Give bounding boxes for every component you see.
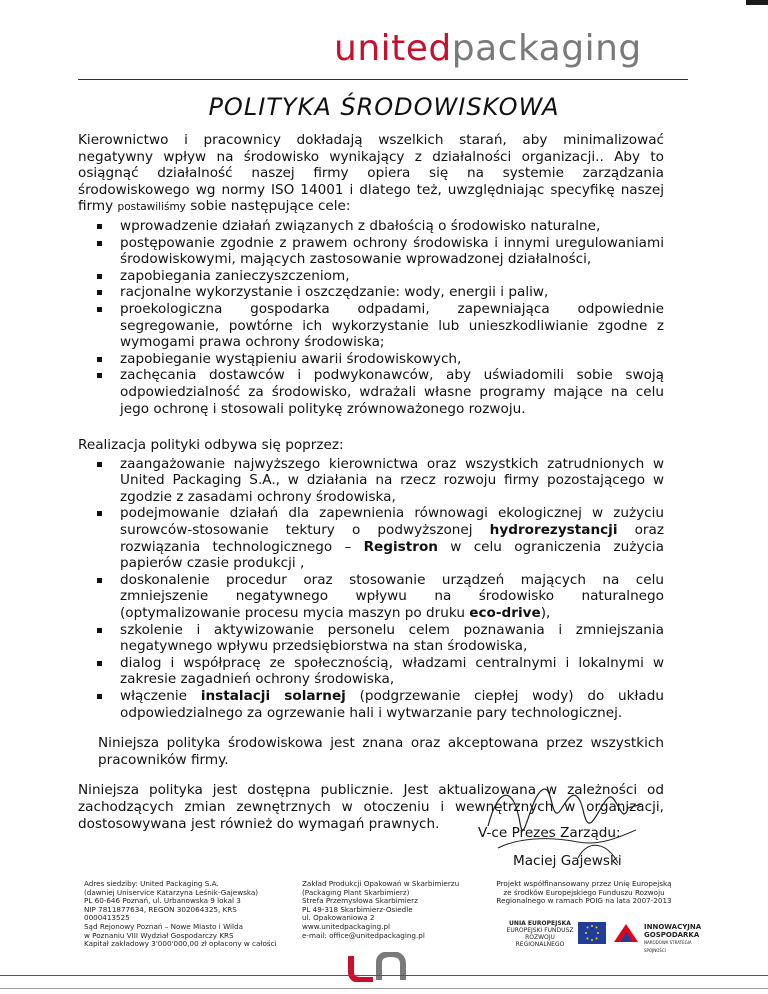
footer-project: Projekt współfinansowany przez Unię Europejską ze środków Europejskiego Funduszu Rozwoju Regionalnego w ramach POIG na lata 2007-2013 — [496, 879, 672, 906]
intro-tail: sobie następujące cele: — [185, 198, 351, 215]
eu-flag-icon — [578, 922, 606, 944]
realization-item: szkolenie i aktywizowanie personelu celem poznawania i zmniejszania negatywnego wpływu przedsiębiorstwa na stan środowiska, — [78, 622, 664, 655]
goal-item: postępowanie zgodnie z prawem ochrony środowiska i innymi uregulowaniami środowiskowymi, mających zastosowanie wprowadzonej działalności, — [78, 235, 664, 268]
innovative-economy-icon — [612, 922, 640, 944]
realization-list — [78, 456, 664, 722]
intro-text: Kierownictwo i pracownicy dokładają wszelkich starań, aby minimalizować negatywny wpływ na środowisko wynikający z działalności organizacji.. Aby to osiągnąć działalność naszej firmy opiera się na systemie zarządzania środowiskowego wg normy ISO 14001 i dlatego też, uwzględniając specyfikę naszej firmy — [78, 132, 664, 215]
realization-item: podejmowanie działań dla zapewnienia równowagi ekologicznej w zużyciu surowców-stosowanie tektury o podwyższonej hydrorezystancji oraz rozwiązania technologicznego – Registron w celu ograniczenia zużycia papierów czasie produkcji , — [78, 505, 664, 571]
header-rule — [78, 79, 688, 80]
footer-address: Adres siedziby: United Packaging S.A. (dawniej Uniservice Katarzyna Leśnik-Gajewska) PL 60-646 Poznań, ul. Urbanowska 9 lokal 3 NIP 7811877634, REGON 302064325, KRS 0000413525 Sąd Rejonowy Poznań – Nowe Miasto i Wilda w Poznaniu VIII Wydział Gospodarczy KRS Kapitał zakładowy 3'000'000,00 zł opłacony w całości — [84, 879, 277, 949]
innovative-economy-text: INNOWACYJNA GOSPODARKA NARODOWA STRATEGIA SPÓJNOŚCI — [644, 923, 702, 953]
signature-role: V-ce Prezes Zarządu: — [478, 825, 621, 841]
goal-item: wprowadzenie działań związanych z dbałością o środowisko naturalne, — [78, 218, 664, 235]
goal-item: zapobieganie wystąpieniu awarii środowiskowych, — [78, 351, 664, 368]
document-body — [78, 132, 664, 832]
footer-rule — [0, 975, 768, 976]
realization-item: dialog i współpracę ze społecznością, władzami centralnymi i lokalnymi w zakresie zagadnień ochrony środowiska, — [78, 655, 664, 688]
realization-item: włączenie instalacji solarnej (podgrzewanie ciepłej wody) do układu odpowiedzialnego za ogrzewanie hali i wytwarzanie pary technologicznej. — [78, 688, 664, 721]
footer-rule-bottom — [0, 988, 768, 989]
accepted-paragraph: Niniejsza polityka środowiskowa jest znana oraz akceptowana przez wszystkich pracowników firmy. — [98, 735, 664, 768]
document-title: POLITYKA ŚRODOWISKOWA — [208, 93, 560, 121]
goals-list — [78, 218, 664, 417]
footer-plant: Zakład Produkcji Opakowań w Skarbimierzu (Packaging Plant Skarbimierz) Strefa Przemysłowa Skarbimierz PL 49-318 Skarbimierz-Osiedle ul. Opakowaniowa 2 www.unitedpackaging.pl e-mail: office@unitedpackaging.pl — [302, 879, 460, 940]
goal-item: racjonalne wykorzystanie i oszczędzanie: wody, energii i paliw, — [78, 284, 664, 301]
goal-item: zapobiegania zanieczyszczeniom, — [78, 268, 664, 285]
public-paragraph: Niniejsza polityka jest dostępna publicznie. Jest aktualizowana w zależności od zachodzących zmian zewnętrznych w otoczeniu i wewnętrznych w organizacji, dostosowywana jest również do wymagań prawnych. — [78, 782, 664, 832]
signature-name: Maciej Gajewski — [513, 853, 622, 869]
intro-small: postawiliśmy — [117, 201, 186, 214]
goal-item: proekologiczna gospodarka odpadami, zapewniająca odpowiednie segregowanie, powtórne ich wykorzystanie lub unieszkodliwianie zgodne z wymogami prawa ochrony środowiska; — [78, 301, 664, 351]
logo-packaging: packaging — [451, 28, 642, 69]
company-logo — [334, 28, 642, 69]
brand-mark-icon — [345, 952, 415, 982]
logo-united: united — [334, 28, 452, 69]
realization-item: doskonalenie procedur oraz stosowanie urządzeń mających na celu zmniejszenie negatywnego wpływu na środowisko naturalnego (optymalizowanie procesu mycia maszyn po druku eco-drive), — [78, 572, 664, 622]
intro-paragraph — [78, 132, 664, 216]
realization-item: zaangażowanie najwyższego kierownictwa oraz wszystkich zatrudnionych w United Packaging S.A., w działania na rzecz rozwoju firmy pozostającego w zgodzie z zasadami ochrony środowiska, — [78, 456, 664, 506]
realization-title: Realizacja polityki odbywa się poprzez: — [78, 437, 344, 454]
corner-mark — [746, 0, 768, 5]
eu-logo: UNIA EUROPEJSKA EUROPEJSKI FUNDUSZ ROZWOJU REGIONALNEGO — [506, 920, 574, 948]
goal-item: zachęcania dostawców i podwykonawców, aby uświadomili sobie swoją odpowiedzialność za środowisko, wdrażali własne programy mające na celu jego ochronę i stosowali politykę zrównoważonego rozwoju. — [78, 367, 664, 417]
